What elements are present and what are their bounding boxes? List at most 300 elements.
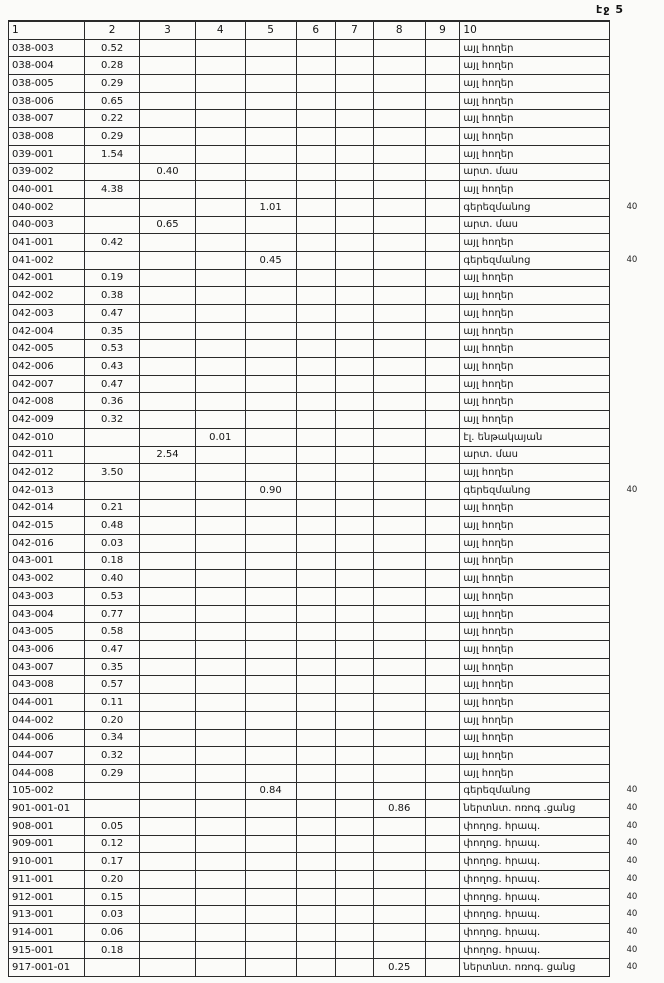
cell [245,269,296,287]
cell [336,375,374,393]
cell [336,764,374,782]
table-row [9,747,664,765]
cell [374,853,426,871]
cell [140,375,195,393]
cell [245,163,296,181]
margin-note [610,446,664,464]
cell [140,57,195,75]
cell: արտ. մաս [460,446,610,464]
table-row [9,588,664,606]
cell: 901-001-01 [9,800,85,818]
cell: 0.11 [84,694,139,712]
table-row [9,694,664,712]
cell: 0.48 [84,517,139,535]
cell: 909-001 [9,835,85,853]
cell [296,269,336,287]
table-row [9,110,664,128]
margin-note [610,623,664,641]
cell [140,517,195,535]
cell [336,782,374,800]
cell [140,853,195,871]
cell: այլ հողեր [460,623,610,641]
cell [140,234,195,252]
table-row [9,181,664,199]
margin-note [610,287,664,305]
cell: 038-003 [9,39,85,57]
cell: այլ հողեր [460,694,610,712]
cell [195,75,245,93]
cell [425,234,460,252]
cell [336,464,374,482]
cell [245,145,296,163]
cell: 042-003 [9,305,85,323]
cell [195,747,245,765]
table-row [9,817,664,835]
cell [140,428,195,446]
margin-note [610,269,664,287]
margin-note: 40 [626,803,638,814]
margin-note [610,499,664,517]
cell [195,216,245,234]
margin-note [610,128,664,146]
cell: այլ հողեր [460,358,610,376]
cell [425,711,460,729]
cell: 043-007 [9,658,85,676]
margin-note [610,181,664,199]
cell: այլ հողեր [460,605,610,623]
cell [336,145,374,163]
cell [245,340,296,358]
margin-note [610,305,664,323]
cell [425,641,460,659]
cell [425,198,460,216]
cell [296,534,336,552]
cell: 0.25 [374,959,426,977]
cell [374,499,426,517]
cell: 042-001 [9,269,85,287]
cell: 042-002 [9,287,85,305]
cell: այլ հողեր [460,764,610,782]
cell: 0.90 [245,481,296,499]
cell: այլ հողեր [460,534,610,552]
cell [195,481,245,499]
cell [336,871,374,889]
cell [140,888,195,906]
margin-note [610,145,664,163]
margin-note [610,216,664,234]
cell [195,676,245,694]
cell [296,39,336,57]
cell: 044-006 [9,729,85,747]
cell [245,552,296,570]
cell [425,623,460,641]
cell [140,552,195,570]
table-row [9,57,664,75]
cell [425,658,460,676]
land-register-table [8,20,664,977]
margin-note: 40 [626,484,638,495]
cell [140,711,195,729]
cell [296,658,336,676]
cell [425,888,460,906]
cell [195,375,245,393]
margin-note: 40 [626,891,638,902]
table-row [9,534,664,552]
table-row [9,340,664,358]
cell [374,924,426,942]
cell: 0.86 [374,800,426,818]
cell [336,800,374,818]
cell [245,658,296,676]
margin-note [610,322,664,340]
cell [374,251,426,269]
cell [296,871,336,889]
cell [195,835,245,853]
cell: 042-010 [9,428,85,446]
cell: 038-006 [9,92,85,110]
cell [195,287,245,305]
cell [245,871,296,889]
cell: այլ հողեր [460,287,610,305]
cell [245,464,296,482]
cell [84,959,139,977]
margin-note [610,57,664,75]
cell: 0.53 [84,340,139,358]
cell [374,888,426,906]
cell [245,428,296,446]
cell [336,269,374,287]
margin-note [610,234,664,252]
cell [84,428,139,446]
cell [296,623,336,641]
cell: էլ. ենթակայան [460,428,610,446]
cell: 0.06 [84,924,139,942]
cell: 0.35 [84,658,139,676]
cell [336,322,374,340]
cell [245,800,296,818]
cell [296,393,336,411]
cell [425,39,460,57]
cell: այլ հողեր [460,145,610,163]
cell [140,322,195,340]
cell [425,906,460,924]
cell [245,959,296,977]
cell [245,623,296,641]
column-header: 7 [336,21,374,39]
cell [425,464,460,482]
column-header: 1 [9,21,85,39]
cell [374,39,426,57]
cell [245,588,296,606]
margin-note [610,764,664,782]
cell [336,853,374,871]
table-row [9,269,664,287]
cell: 0.05 [84,817,139,835]
cell: 0.12 [84,835,139,853]
cell [425,782,460,800]
cell [245,322,296,340]
cell [195,570,245,588]
margin-note: 40 [626,254,638,265]
cell [374,163,426,181]
cell [336,641,374,659]
margin-note [610,358,664,376]
cell [296,711,336,729]
cell [140,287,195,305]
cell: 041-001 [9,234,85,252]
margin-note: 40 [626,785,638,796]
cell [336,446,374,464]
cell: 0.22 [84,110,139,128]
cell [374,358,426,376]
cell [336,75,374,93]
cell [425,305,460,323]
cell [374,481,426,499]
cell [245,517,296,535]
cell [245,128,296,146]
cell: 0.65 [84,92,139,110]
cell [195,817,245,835]
margin-note: 40 [626,926,638,937]
margin-note [610,375,664,393]
margin-note [610,641,664,659]
cell [336,305,374,323]
cell [195,411,245,429]
cell [245,92,296,110]
cell: այլ հողեր [460,340,610,358]
cell [336,234,374,252]
cell [296,853,336,871]
cell [140,39,195,57]
cell [336,340,374,358]
cell [336,251,374,269]
table-row [9,658,664,676]
cell [140,570,195,588]
cell [425,411,460,429]
table-body [9,39,664,976]
cell: 0.32 [84,411,139,429]
cell [245,181,296,199]
cell [140,340,195,358]
cell [195,517,245,535]
cell: 4.38 [84,181,139,199]
cell: այլ հողեր [460,517,610,535]
cell [374,269,426,287]
cell [140,145,195,163]
cell [195,941,245,959]
cell [296,411,336,429]
cell: գերեզմանոց [460,782,610,800]
cell [336,393,374,411]
table-row [9,393,664,411]
table-header [9,21,664,39]
cell [296,570,336,588]
cell [336,658,374,676]
cell [140,110,195,128]
cell: փողոց. հրապ. [460,817,610,835]
cell [245,941,296,959]
cell [336,481,374,499]
cell: 038-005 [9,75,85,93]
cell [425,57,460,75]
cell [140,782,195,800]
cell [195,57,245,75]
cell [296,198,336,216]
cell [296,75,336,93]
cell [296,446,336,464]
cell: այլ հողեր [460,234,610,252]
cell [425,764,460,782]
cell [336,499,374,517]
cell [84,198,139,216]
cell [374,694,426,712]
cell [374,517,426,535]
cell [336,729,374,747]
cell [425,941,460,959]
cell [245,888,296,906]
cell: 040-001 [9,181,85,199]
cell [84,800,139,818]
margin-note [610,658,664,676]
cell: 0.84 [245,782,296,800]
cell [374,411,426,429]
cell: այլ հողեր [460,729,610,747]
cell [336,623,374,641]
cell [195,39,245,57]
cell: 105-002 [9,782,85,800]
cell [425,92,460,110]
cell [140,358,195,376]
table-row [9,234,664,252]
cell [195,924,245,942]
cell [140,623,195,641]
cell [425,446,460,464]
table-row [9,499,664,517]
cell [425,340,460,358]
column-header: 5 [245,21,296,39]
cell [245,75,296,93]
table-row [9,198,664,216]
cell: այլ հողեր [460,711,610,729]
margin-note: 40 [626,838,638,849]
cell [140,269,195,287]
margin-note [610,747,664,765]
cell [296,959,336,977]
table-row [9,676,664,694]
cell [140,871,195,889]
cell [374,906,426,924]
table-row [9,128,664,146]
cell: 0.03 [84,906,139,924]
cell: 038-008 [9,128,85,146]
cell [296,941,336,959]
cell [140,305,195,323]
cell [245,216,296,234]
cell: 0.20 [84,711,139,729]
header-row [9,21,664,39]
cell [336,694,374,712]
table-row [9,145,664,163]
cell [296,464,336,482]
cell [195,358,245,376]
cell [296,57,336,75]
cell [374,305,426,323]
cell [296,800,336,818]
cell: 0.52 [84,39,139,57]
cell [425,375,460,393]
cell [140,499,195,517]
cell [336,588,374,606]
cell: ներտնտ. ոռոգ .ցանց [460,800,610,818]
cell [425,924,460,942]
cell: 0.47 [84,305,139,323]
margin-note: 40 [626,856,638,867]
cell: 0.18 [84,552,139,570]
cell [140,411,195,429]
cell [245,499,296,517]
cell: 041-002 [9,251,85,269]
cell: 917-001-01 [9,959,85,977]
cell: 040-002 [9,198,85,216]
table-row [9,729,664,747]
cell: այլ հողեր [460,57,610,75]
cell [425,269,460,287]
column-header: 10 [460,21,610,39]
cell: 0.43 [84,358,139,376]
column-header: 8 [374,21,426,39]
margin-note [610,711,664,729]
table-row [9,552,664,570]
cell: 0.34 [84,729,139,747]
cell [374,322,426,340]
cell [425,747,460,765]
cell [374,782,426,800]
cell [245,747,296,765]
cell: 044-008 [9,764,85,782]
cell [140,588,195,606]
cell [195,128,245,146]
cell [245,446,296,464]
cell [374,552,426,570]
cell: ներտնտ. ոռոգ. ցանց [460,959,610,977]
cell [296,128,336,146]
cell [195,234,245,252]
margin-note: 40 [626,909,638,920]
cell [195,888,245,906]
table-row [9,888,664,906]
margin-note [610,92,664,110]
cell [195,181,245,199]
cell: 0.18 [84,941,139,959]
table-row [9,800,664,818]
cell: այլ հողեր [460,588,610,606]
cell: 911-001 [9,871,85,889]
cell: փողոց. հրապ. [460,924,610,942]
cell [336,57,374,75]
cell: արտ. մաս [460,163,610,181]
cell: 042-005 [9,340,85,358]
cell [296,888,336,906]
cell: այլ հողեր [460,110,610,128]
cell: փողոց. հրապ. [460,906,610,924]
cell [296,694,336,712]
cell: փողոց. հրապ. [460,941,610,959]
cell [336,411,374,429]
margin-note [610,340,664,358]
cell [374,128,426,146]
cell [195,623,245,641]
cell [140,941,195,959]
